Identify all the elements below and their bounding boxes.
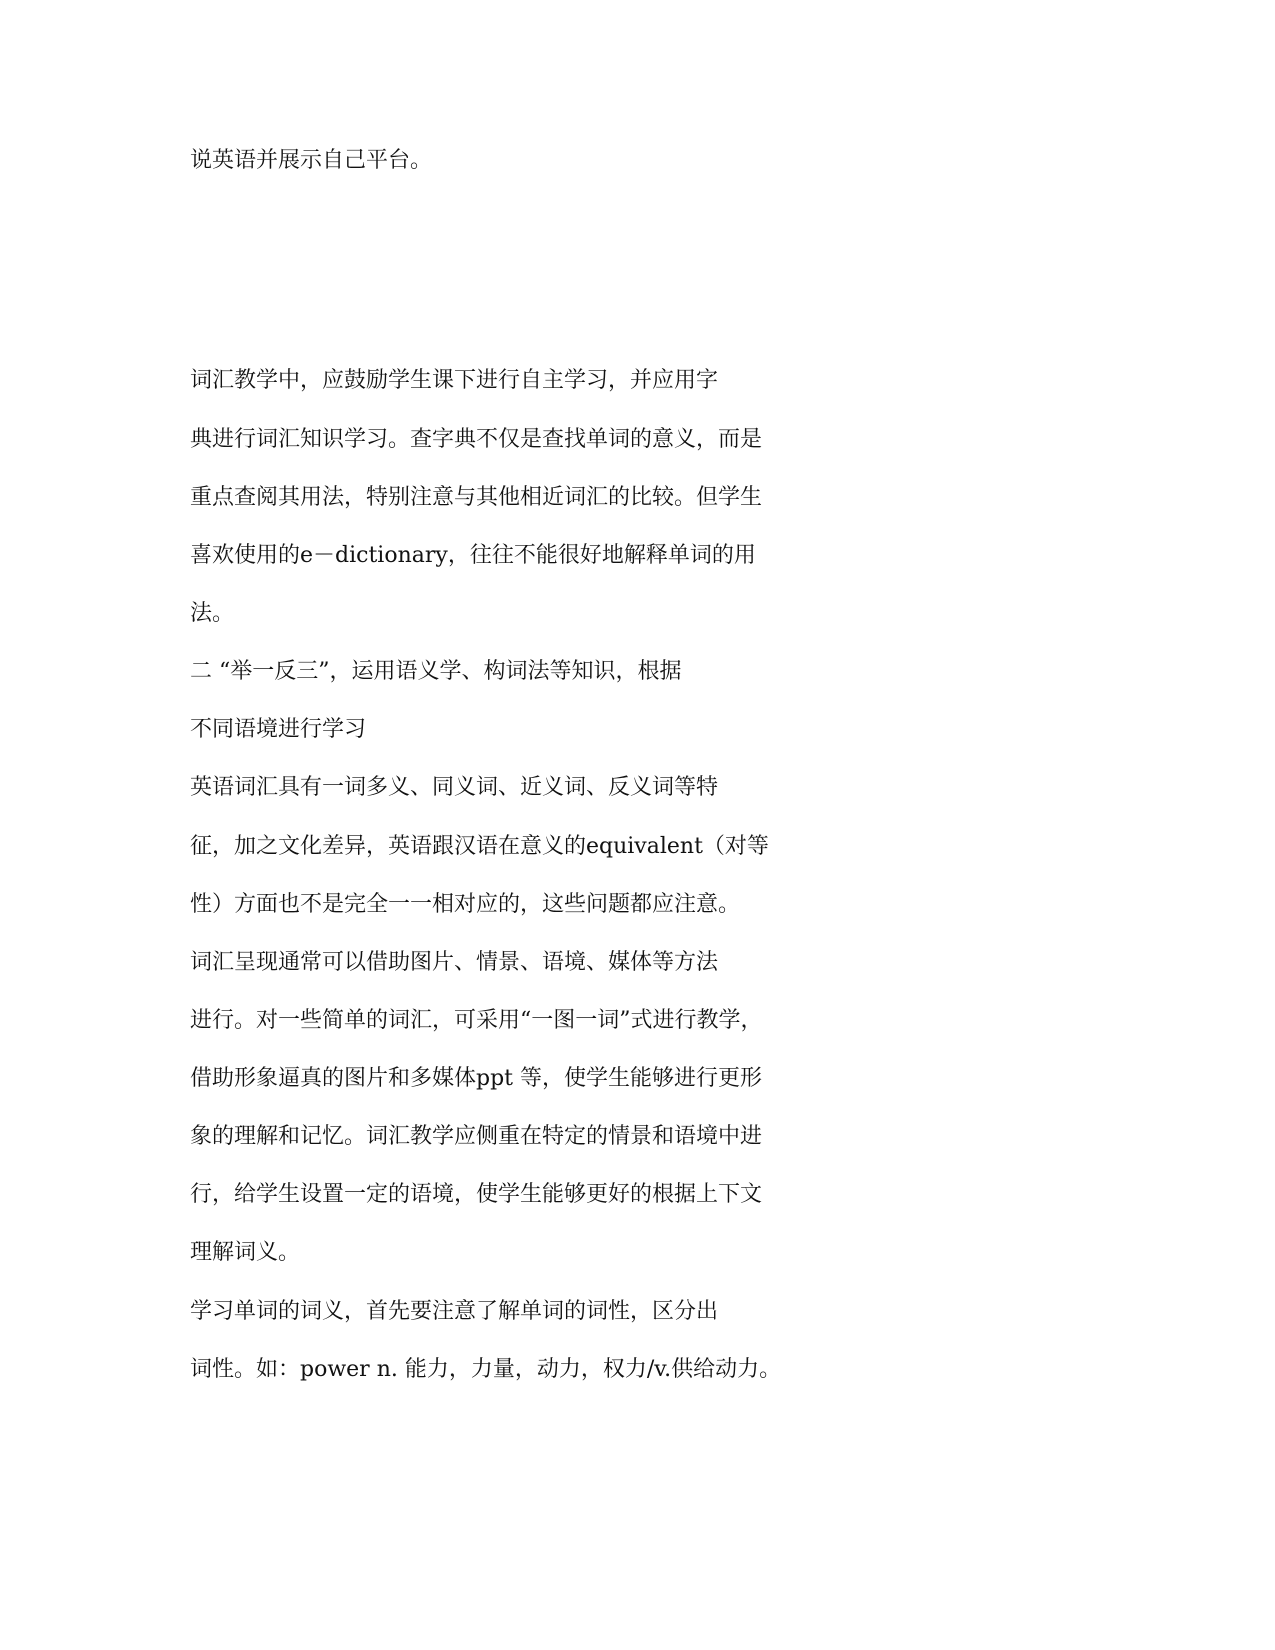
- section-heading: 二 “举一反三”，运用语义学、构词法等知识，根据: [190, 659, 682, 684]
- text-line: 词汇呈现通常可以借助图片、情景、语境、媒体等方法: [190, 950, 719, 975]
- text-line: 理解词义。: [190, 1240, 301, 1265]
- text-line: 行，给学生设置一定的语境，使学生能够更好的根据上下文: [190, 1182, 763, 1207]
- text-line: 喜欢使用的e－dictionary，往往不能很好地解释单词的用: [190, 543, 756, 568]
- text-line: 法。: [190, 601, 235, 626]
- text-line: 说英语并展示自己平台。: [190, 148, 433, 173]
- text-line: 性）方面也不是完全一一相对应的，这些问题都应注意。: [190, 892, 741, 917]
- text-line: 词汇教学中，应鼓励学生课下进行自主学习，并应用字: [190, 368, 719, 393]
- text-line: 进行。对一些简单的词汇，可采用“一图一词”式进行教学，: [190, 1008, 763, 1033]
- text-line: 学习单词的词义，首先要注意了解单词的词性，区分出: [190, 1299, 719, 1324]
- text-line: 英语词汇具有一词多义、同义词、近义词、反义词等特: [190, 775, 719, 800]
- text-line: 征，加之文化差异，英语跟汉语在意义的equivalent（对等: [190, 834, 769, 859]
- section-heading: 不同语境进行学习: [190, 717, 367, 742]
- text-line: 象的理解和记忆。词汇教学应侧重在特定的情景和语境中进: [190, 1124, 763, 1149]
- text-line: 重点查阅其用法，特别注意与其他相近词汇的比较。但学生: [190, 485, 763, 510]
- text-line: 词性。如：power n. 能力，力量，动力，权力/v.供给动力。: [190, 1357, 782, 1382]
- text-line: 借助形象逼真的图片和多媒体ppt 等，使学生能够进行更形: [190, 1066, 763, 1091]
- text-line: 典进行词汇知识学习。查字典不仅是查找单词的意义，而是: [190, 427, 763, 452]
